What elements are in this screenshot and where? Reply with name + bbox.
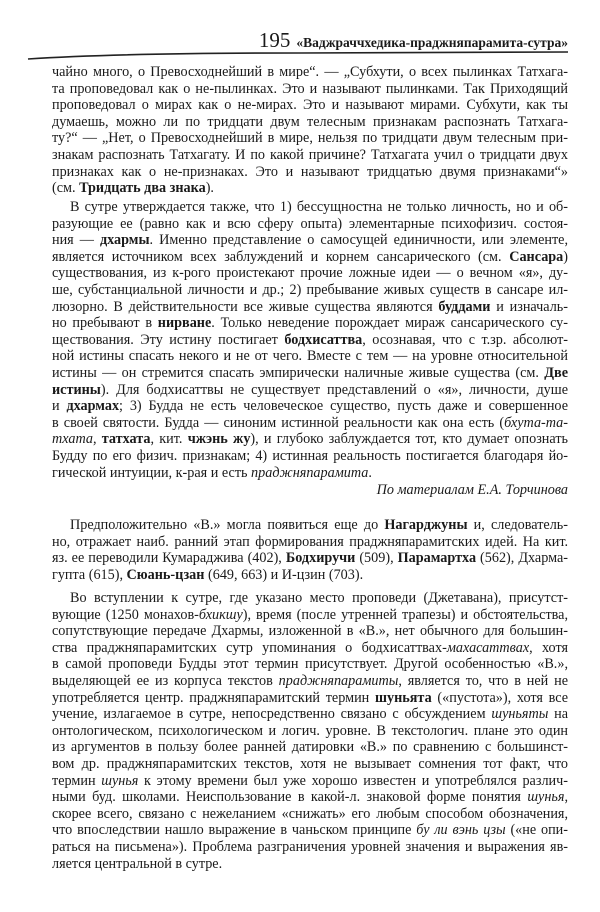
attribution: По материалам Е.А. Торчинова <box>376 482 568 498</box>
text-run: Будду по его физич. признакам; 4) истинная реальность постигается благодаря йо- <box>52 447 568 464</box>
text-line <box>52 216 568 233</box>
text-run: выделяющей ее из корпуса текстов <box>52 672 279 689</box>
text-run: яз. ее переводили Кумараджива (402), <box>52 550 286 567</box>
text-run: . Только неведение порождает мираж сансарического су- <box>211 315 568 332</box>
text-run: (509), <box>355 550 398 567</box>
text-run: онтологическом, психологическом и логич. уровне. В текстологич. плане это один <box>52 722 568 739</box>
italic-term: шунья <box>101 772 139 789</box>
text-run: чайно много, о Превосходнейший в мире“. — „Субхути, о всех пылинках Татхага- <box>52 64 568 80</box>
running-title: «Ваджраччхедика-праджняпарамита-сутра» <box>296 35 568 50</box>
paragraph-introduction <box>52 590 568 872</box>
text-run: ; 3) Будда не есть человеческое существо, пусть даже и совершенное <box>119 398 568 415</box>
text-run: на <box>548 706 569 723</box>
text-run: ными буд. школами. Неиспользование в какой-л. знаковой форме понятия <box>52 789 528 806</box>
text-run: ше, субстанциальной личности и др.; 2) пребывание живых существ в сансаре ил- <box>52 281 568 298</box>
text-line <box>52 147 568 164</box>
text-line <box>52 81 568 98</box>
text-line <box>52 180 568 197</box>
text-line <box>52 656 568 673</box>
bold-term: буддами <box>438 298 491 315</box>
italic-term: праджняпарамиты <box>278 672 399 689</box>
text-run: ), время (после утренней трапезы) и обстоятельства, <box>242 606 569 623</box>
text-run: знакам распознать Татхагату. И по какой причине? Татхагата учил о тридцати двух <box>52 146 568 163</box>
text-run: к этому времени был уже хорошо известен и употреблялся различ- <box>138 772 568 789</box>
bold-term: Тридцать два знака <box>79 180 206 197</box>
text-line <box>52 282 568 299</box>
text-line <box>52 550 568 567</box>
bold-term: дхармах <box>66 398 120 415</box>
text-run: ния — <box>52 232 100 249</box>
text-line <box>52 706 568 723</box>
text-run: , кит. <box>150 431 188 448</box>
text-run: что впоследствии нашло выражение в чаньском принципе <box>52 822 417 839</box>
bold-term: Нагарджуны <box>384 517 468 533</box>
text-run: ) <box>563 248 568 265</box>
text-run: истины — он стремится спасать эмпирически наличные живые существа (см. <box>52 364 545 381</box>
text-run: , является то, что в ней не <box>398 672 568 689</box>
text-run: вом др. праджняпарамитских текстов, хотя не вызывает сомнения тот факт, что <box>52 755 568 772</box>
bold-term: нирване <box>157 315 212 332</box>
text-run: ). Для бодхисаттвы не существует представлений о «я», личности, душе <box>100 381 568 398</box>
text-run: В сутре утверждается также, что 1) бессущностна не только личность, но и об- <box>70 199 568 215</box>
bold-term: Сюань-цзан <box>126 566 205 583</box>
text-run: раться на письмена»). Проблема разграничения уровней значения и выражения яв- <box>52 838 568 855</box>
text-run: думаешь, можно ли по тридцати двум телесным признакам распознать Татхага- <box>52 113 568 130</box>
text-run: Предположительно «В.» могла появиться еще до <box>70 517 385 533</box>
bold-term: чжэнь жу <box>187 431 251 448</box>
bold-term: Парамартха <box>397 550 477 567</box>
italic-term: тхата <box>52 431 93 448</box>
text-run: но пребывают в <box>52 315 158 332</box>
text-run: и <box>52 398 67 415</box>
text-run: , осознавая, что с т.зр. абсолют- <box>362 331 569 348</box>
text-run: разующие ее (равно как и всю сферу опыта) элементарные психофизич. состоя- <box>52 215 568 232</box>
text-run: вующие (1250 монахов- <box>52 606 199 623</box>
text-run: гической интуиции, к-рая и есть <box>52 464 252 481</box>
text-line <box>52 465 568 482</box>
text-run: в самой проповеди Будды этот термин присутствует. Другой особенностью «В.», <box>52 656 568 673</box>
text-line <box>52 789 568 806</box>
paragraph-translations <box>52 517 568 583</box>
text-line <box>52 839 568 856</box>
page-number: 195 <box>258 28 291 52</box>
text-line <box>52 567 568 584</box>
text-run: ществования. Эту истину постигает <box>52 331 285 348</box>
text-line <box>52 249 568 266</box>
bold-term: Две <box>544 364 568 381</box>
bold-term: татхата <box>101 431 151 448</box>
header-rule <box>0 48 600 62</box>
text-run: и изначаль- <box>490 298 568 315</box>
text-line <box>52 739 568 756</box>
text-line <box>52 164 568 181</box>
text-run: (562), Дхарма- <box>476 550 568 567</box>
text-run: из аргументов в пользу более ранней датировки «В.» по сравнению с большинст- <box>52 739 568 756</box>
text-line <box>52 448 568 465</box>
text-line <box>52 723 568 740</box>
text-run: (649, 663) и И-цзин (703). <box>204 566 364 583</box>
text-run: скорее всего, связано с нежеланием «снижать» его любым способом обозначения, <box>52 805 568 822</box>
text-run: учение, излагаемое в сутре, непосредственно связано с обсуждением <box>52 706 492 723</box>
text-line <box>52 114 568 131</box>
text-line <box>52 773 568 790</box>
text-run: , хотя <box>529 639 569 656</box>
text-run: , <box>564 789 568 806</box>
italic-term: бхикшу <box>198 606 243 623</box>
italic-term: махасаттвах <box>446 639 530 656</box>
bold-term: Сансара <box>509 248 564 265</box>
text-line <box>52 398 568 415</box>
text-line <box>52 590 568 607</box>
italic-term: бу ли вэнь цзы <box>416 822 506 839</box>
text-run: ту?“ — „Нет, о Превосходнейший в мире, нельзя по тридцати двум телесным при- <box>52 130 568 147</box>
italic-term: шуньяты <box>491 706 549 723</box>
bold-term: бодхисаттва <box>284 331 363 348</box>
text-line <box>52 315 568 332</box>
text-run: Во вступлении к сутре, где указано место проповеди (Джетавана), присутст- <box>70 590 568 606</box>
text-line <box>52 332 568 349</box>
bold-term: дхармы <box>99 232 150 249</box>
text-line <box>52 365 568 382</box>
text-run: люзорно. В действительности все живые существа являются <box>52 298 439 315</box>
text-run: . <box>368 464 372 481</box>
text-line <box>52 232 568 249</box>
text-run: (см. <box>52 180 80 197</box>
paragraph-doctrine <box>52 199 568 481</box>
bold-term: шуньята <box>375 689 432 706</box>
text-run: гупта (615), <box>52 566 127 583</box>
text-line <box>52 756 568 773</box>
text-run: та проповедовал как о не-пылинках. Это и называют пылинками. Так Приходящий <box>52 80 568 97</box>
text-run: в своей святости. Будда — синоним истинной реальности как она есть ( <box>52 414 505 431</box>
text-line <box>52 607 568 624</box>
text-line <box>52 348 568 365</box>
text-run: является источником всех заблуждений и корнем сансарического (см. <box>52 248 510 265</box>
text-line <box>52 97 568 114</box>
text-run: ). <box>205 180 214 197</box>
text-run: , <box>92 431 102 448</box>
text-line <box>52 690 568 707</box>
text-run: существования, из к-рого проистекают прочие ложные идеи — о вечном «я», ду- <box>52 265 568 282</box>
text-line <box>52 299 568 316</box>
text-line <box>52 382 568 399</box>
text-line <box>52 822 568 839</box>
text-run: ной истины спасать некого и не от чего. Вместе с тем — на уровне относительной <box>52 348 568 365</box>
italic-term: бхута-та- <box>504 414 568 431</box>
text-line <box>52 856 568 873</box>
text-run: проповедовал о мирах как о не-мирах. Это и называют мирами. Субхути, как ты <box>52 97 568 114</box>
bold-term: истины <box>52 381 101 398</box>
text-line <box>52 431 568 448</box>
text-line <box>52 640 568 657</box>
text-run: признаках как о не-признаках. Это и называют тридцатью двумя признаками“» <box>52 163 568 180</box>
text-line <box>52 517 568 534</box>
text-run: ляется центральной в сутре. <box>52 855 223 872</box>
italic-term: праджняпарамита <box>251 464 369 481</box>
text-run: («пустота»), хотя все <box>431 689 568 706</box>
text-run: . Именно представление о самосущей единичности, или элементе, <box>149 232 569 249</box>
bold-term: Бодхиручи <box>285 550 356 567</box>
text-line <box>52 265 568 282</box>
text-line <box>52 199 568 216</box>
text-line <box>52 806 568 823</box>
text-run: употребляется центр. праджняпарамитский термин <box>52 689 375 706</box>
text-line <box>52 534 568 551</box>
text-line <box>52 623 568 640</box>
text-line <box>52 64 568 81</box>
text-run: ), и глубоко заблуждается тот, кто думает опознать <box>250 431 569 448</box>
text-line <box>52 673 568 690</box>
text-run: но, отражает наиб. ранний этап формирования праджняпарамитских идей. На кит. <box>52 533 568 550</box>
text-run: («не опи- <box>505 822 568 839</box>
text-run: и, следователь- <box>467 517 568 533</box>
text-run: сопутствующие передаче Дхармы, изложенной в «В.», нет обычного для большин- <box>52 623 568 640</box>
text-run: ства праджняпарамитских сутр упоминания о бодхисаттвах- <box>52 639 447 656</box>
text-line <box>52 415 568 432</box>
italic-term: шунья <box>527 789 565 806</box>
text-run: термин <box>52 772 102 789</box>
paragraph-sutra-quote <box>52 64 568 197</box>
text-line <box>52 130 568 147</box>
